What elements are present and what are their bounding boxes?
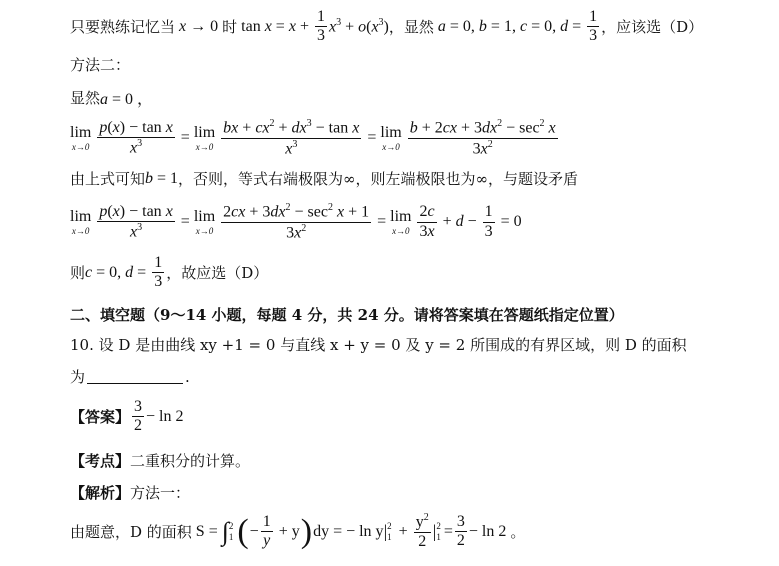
kaodian-text: 二重积分的计算。 — [130, 452, 251, 470]
fraction-d: $\frac{1}{3}$ — [589, 8, 598, 45]
kaodian-line — [70, 450, 250, 471]
a-equals-0: a = 0 ， — [100, 91, 154, 108]
c-d-values: c = 0, d = — [85, 263, 151, 281]
integral-sign: ∫ — [221, 516, 229, 546]
section-title — [70, 304, 624, 325]
method1-prefix: 只要熟练记忆当 — [70, 18, 176, 37]
b-equals-1: b = 1 — [145, 169, 179, 187]
from-above-text: 由上式可知 — [70, 170, 146, 188]
then-rest: ，故应选（D） — [166, 264, 269, 283]
coefficients: a = 0, b = 1, c = 0, d = — [437, 17, 586, 35]
period: . — [185, 367, 190, 386]
math-x-to-0: x — [175, 17, 187, 35]
question-blank-line — [70, 366, 190, 387]
question-10 — [70, 334, 687, 355]
question-text: 设 D 是由曲线 xy +1 = 0 与直线 x + y = 0 及 y = 2 所围成的有界区域，则 D 的面积 — [98, 336, 687, 354]
limit-equation-2: lim x→0 $\frac{\text{p(x) − tan x}}{x^3}$ = lim x→0 $\frac{2cx + 3dx^2 - \sec^2 x + 1}{3x^2}$ = lim x→0 $\frac{2c}{3x}$ + d − $\frac{1}{3}$ = 0 — [70, 202, 522, 242]
method2-label-line — [70, 54, 130, 75]
then-text: 则 — [70, 264, 86, 283]
from-above-rest: ，否则，等式右端极限为∞，则左端极限也为∞，与题设矛盾 — [178, 170, 579, 188]
answer-line — [70, 398, 183, 436]
solution-prefix: 由题意，D 的面积 — [70, 523, 192, 542]
then-line: 则 c = 0, d = $\frac{1}{3}$ ，故应选（D） — [70, 254, 269, 291]
jiexi-text: 方法一： — [130, 484, 191, 502]
obvious-text: 显然 — [70, 89, 101, 107]
from-above-line — [70, 168, 578, 189]
method2-label: 方法二： — [70, 56, 131, 74]
jiexi-tag: 【解析】 — [70, 484, 131, 502]
question-number: 10. — [70, 335, 94, 354]
solution-line: 由题意，D 的面积 S = ∫ 2 1 ( − $\frac{1}{y}$ + y ) dy = − ln y | 2 1 + $\frac{y^2}{2}$ | 2 1 = $\frac{3}{2}$ − ln 2 。 — [70, 512, 526, 550]
obvious-a-line — [70, 86, 153, 109]
answer-fraction: $\frac{3}{2}$ — [134, 398, 143, 435]
jiexi-line — [70, 482, 190, 503]
taylor-expansion: tan x = x + — [237, 17, 313, 35]
method1-choose: ，应该选（D） — [601, 18, 704, 37]
wei-text: 为 — [70, 368, 86, 386]
section-title-text: 二、填空题（9～14 小题，每题 4 分，共 24 分。请将答案填在答题纸指定位置） — [70, 306, 624, 324]
solution-end: 。 — [510, 523, 526, 542]
fraction-one-third: $\frac{1}{3}$ — [316, 8, 325, 45]
answer-tag: 【答案】 — [70, 408, 131, 427]
method1-line: 只要熟练记忆当 x → 0 时 tan x = x + $\frac{1}{3}$ $x^3 + o(x^3)$ ，显然 a = 0, b = 1, c = 0, d = $\frac{1}{3}$ ，应该选（D） — [70, 8, 704, 45]
limit-equation-1: lim x→0 $\frac{\text{p(x) − tan x}}{x^3}$ = lim x→0 $\frac{bx + cx^2 + dx^3 - \tan x}{x^3}$ = lim x→0 $\frac{b + 2cx + 3dx^2 - \sec^2 x}{3x^2}$ — [70, 118, 556, 158]
kaodian-tag: 【考点】 — [70, 452, 131, 470]
method1-suffix: ，显然 — [388, 18, 434, 37]
answer-minus-ln2: − ln 2 — [146, 407, 184, 425]
method1-mid: 时 — [222, 18, 238, 37]
answer-blank — [87, 369, 183, 384]
